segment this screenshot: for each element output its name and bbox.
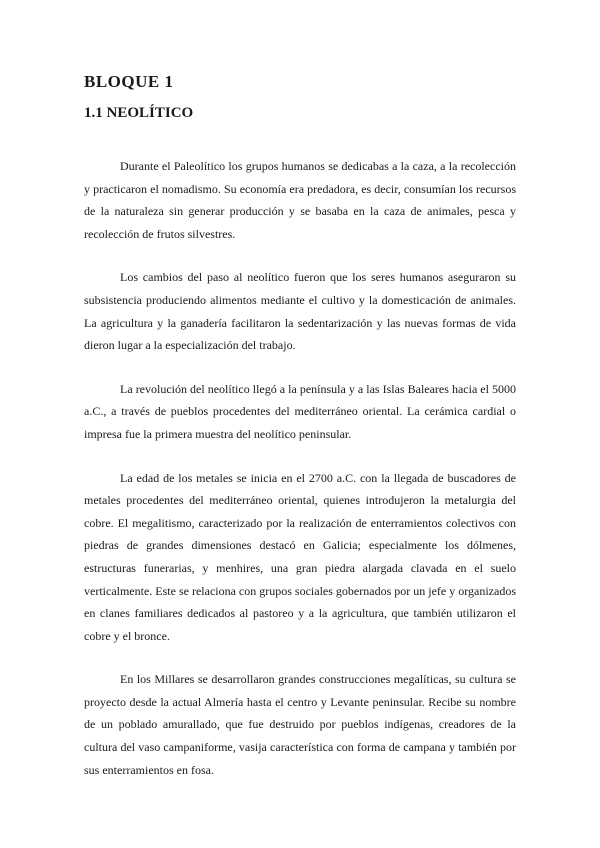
paragraph-paleolitico: Durante el Paleolítico los grupos humanos se dedicabas a la caza, a la recolección y practicaron el nomadismo. Su economía era predadora, es decir, consumían los recursos de la naturaleza sin generar producción y se basaba en la caza de animales, pesca y recolección de frutos silvestres. bbox=[84, 159, 516, 241]
block-title: BLOQUE 1 bbox=[84, 72, 174, 91]
paragraph-revolucion-neolitico: La revolución del neolítico llegó a la península y a las Islas Baleares hacia el 5000 a.C., a través de pueblos procedentes del mediterráneo oriental. La cerámica cardial o impresa fue la primera muestra del neolítico peninsular. bbox=[84, 381, 516, 441]
section-title: 1.1 NEOLÍTICO bbox=[84, 105, 194, 121]
paragraph-cambios-neolitico: Los cambios del paso al neolítico fueron que los seres humanos aseguraron su subsistencia produciendo alimentos mediante el cultivo y la domesticación de animales. La agricultura y la ganadería facilitaron la sedentarización y las nuevas formas de vida dieron lugar a la especialización del trabajo. bbox=[84, 270, 516, 353]
document-body bbox=[84, 155, 516, 781]
paragraph-los-millares: En los Millares se desarrollaron grandes construcciones megalíticas, su cultura se proyecto desde la actual Almería hasta el centro y Levante peninsular. Recibe su nombre de un poblado amurallado, que fue destruido por pueblos indígenas, creadores de la cultura del vaso campaniforme, vasija característica con forma de campana y también por sus enterramientos en fosa. bbox=[84, 672, 516, 777]
paragraph-edad-metales: La edad de los metales se inicia en el 2700 a.C. con la llegada de buscadores de metales procedentes del mediterráneo oriental, quienes introdujeron la metalurgia del cobre. El megalitismo, caracterizado por la realización de enterramientos colectivos con piedras de grandes dimensiones destacó en Galicia; especialmente los dólmenes, estructuras funerarias, y menhires, una gran piedra alargada clavada en el suelo verticalmente. Este se relaciona con grupos sociales gobernados por un jefe y organizados en clanes familiares dedicados al pastoreo y a la agricultura, que también utilizaron el cobre y el bronce. bbox=[84, 470, 516, 643]
